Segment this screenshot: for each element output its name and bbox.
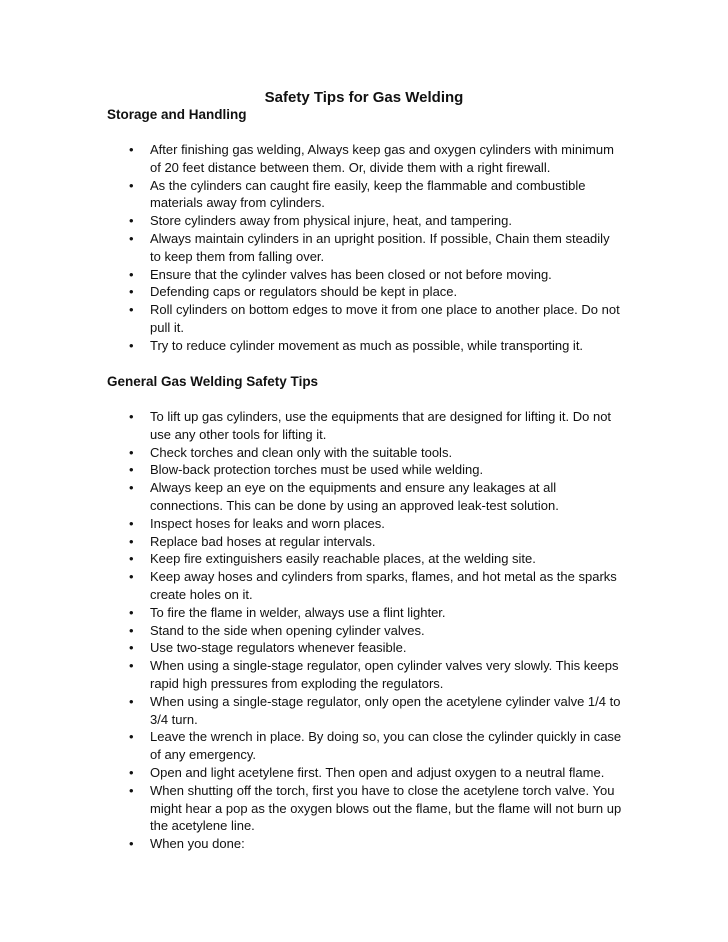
list-item: [0, 408, 728, 444]
bullet-icon: •: [129, 640, 134, 656]
list-item: [0, 177, 728, 213]
list-item-text: Use two-stage regulators whenever feasible.: [150, 640, 407, 656]
bullet-icon: •: [129, 551, 134, 567]
bullet-icon: •: [129, 266, 134, 282]
bullet-icon: •: [129, 622, 134, 638]
list-item-text: Blow-back protection torches must be used while welding.: [150, 462, 484, 478]
bullet-icon: •: [129, 337, 134, 353]
section-heading-storage-and-handling: Storage and Handling: [107, 107, 247, 122]
list-item-text: Store cylinders away from physical injure, heat, and tampering.: [150, 213, 513, 229]
list-item: [0, 835, 728, 853]
list-item: [0, 479, 728, 515]
list-item-text: Check torches and clean only with the suitable tools.: [150, 444, 453, 460]
list-item: [0, 266, 728, 284]
list-item: [0, 657, 728, 693]
list-item-text: Keep fire extinguishers easily reachable places, at the welding site.: [150, 551, 536, 567]
list-item: [0, 693, 728, 729]
bullet-icon: •: [129, 764, 134, 780]
bullet-icon: •: [129, 213, 134, 229]
list-item: [0, 622, 728, 640]
bullet-icon: •: [129, 729, 134, 745]
list-item-text: After finishing gas welding, Always keep gas and oxygen cylinders with minimum of 20 feet distance between them. Or, divide them with a right firewall.: [150, 142, 614, 175]
list-item: [0, 230, 728, 266]
list-item-text: Inspect hoses for leaks and worn places.: [150, 515, 385, 531]
list-item-text: When using a single-stage regulator, only open the acetylene cylinder valve 1/4 to 3/4 turn.: [150, 693, 621, 727]
storage-tips-list: [0, 141, 728, 355]
bullet-icon: •: [129, 569, 134, 585]
list-item-text: Try to reduce cylinder movement as much as possible, while transporting it.: [150, 337, 584, 353]
list-item: [0, 639, 728, 657]
list-item: [0, 141, 728, 177]
list-item-text: Stand to the side when opening cylinder valves.: [150, 622, 425, 638]
list-item-text: To lift up gas cylinders, use the equipments that are designed for lifting it. Do not use any other tools for lifting it.: [150, 409, 612, 442]
bullet-icon: •: [129, 302, 134, 318]
list-item-text: Always keep an eye on the equipments and ensure any leakages at all connections. This can be done by using an approved leak-test solution.: [150, 480, 559, 513]
list-item: [0, 728, 728, 764]
bullet-icon: •: [129, 604, 134, 620]
list-item-text: When you done:: [150, 836, 245, 852]
list-item-text: Open and light acetylene first. Then open and adjust oxygen to a neutral flame.: [150, 764, 605, 780]
list-item-text: When shutting off the torch, first you have to close the acetylene torch valve. You might hear a pop as the oxygen blows out the flame, but the flame will not burn up the acetylene line.: [150, 782, 622, 834]
bullet-icon: •: [129, 515, 134, 531]
section-heading-general-safety-tips: General Gas Welding Safety Tips: [107, 374, 319, 389]
list-item: [0, 550, 728, 568]
list-item: [0, 604, 728, 622]
list-item: [0, 515, 728, 533]
list-item-text: Ensure that the cylinder valves has been closed or not before moving.: [150, 266, 552, 282]
list-item: [0, 212, 728, 230]
list-item: [0, 444, 728, 462]
bullet-icon: •: [129, 782, 134, 798]
bullet-icon: •: [129, 480, 134, 496]
list-item-text: Roll cylinders on bottom edges to move it from one place to another place. Do not pull it.: [150, 302, 620, 335]
bullet-icon: •: [129, 658, 134, 674]
list-item: [0, 764, 728, 782]
list-item-text: To fire the flame in welder, always use a flint lighter.: [150, 604, 446, 620]
list-item-text: Replace bad hoses at regular intervals.: [150, 533, 376, 549]
list-item-text: Always maintain cylinders in an upright position. If possible, Chain them steadily to keep them from falling over.: [150, 230, 610, 264]
list-item-text: Leave the wrench in place. By doing so, you can close the cylinder quickly in case of any emergency.: [150, 729, 622, 763]
bullet-icon: •: [129, 142, 134, 157]
list-item: [0, 782, 728, 835]
bullet-icon: •: [129, 284, 134, 300]
list-item: [0, 301, 728, 337]
bullet-icon: •: [129, 533, 134, 549]
bullet-icon: •: [129, 836, 134, 852]
list-item: [0, 533, 728, 551]
bullet-icon: •: [129, 693, 134, 709]
list-item: [0, 337, 728, 355]
list-item: [0, 568, 728, 604]
list-item: [0, 461, 728, 479]
bullet-icon: •: [129, 444, 134, 460]
page-title: Safety Tips for Gas Welding: [264, 89, 464, 106]
bullet-icon: •: [129, 230, 134, 246]
list-item-text: When using a single-stage regulator, open cylinder valves very slowly. This keeps rapid high pressures from exploding the regulators.: [150, 658, 619, 691]
general-tips-list: [0, 408, 728, 853]
list-item-text: Defending caps or regulators should be kept in place.: [150, 284, 458, 300]
bullet-icon: •: [129, 409, 134, 424]
list-item: [0, 283, 728, 301]
list-item-text: As the cylinders can caught fire easily, keep the flammable and combustible materials away from cylinders.: [150, 177, 586, 211]
bullet-icon: •: [129, 462, 134, 478]
bullet-icon: •: [129, 177, 134, 193]
list-item-text: Keep away hoses and cylinders from sparks, flames, and hot metal as the sparks create holes on it.: [150, 569, 617, 602]
